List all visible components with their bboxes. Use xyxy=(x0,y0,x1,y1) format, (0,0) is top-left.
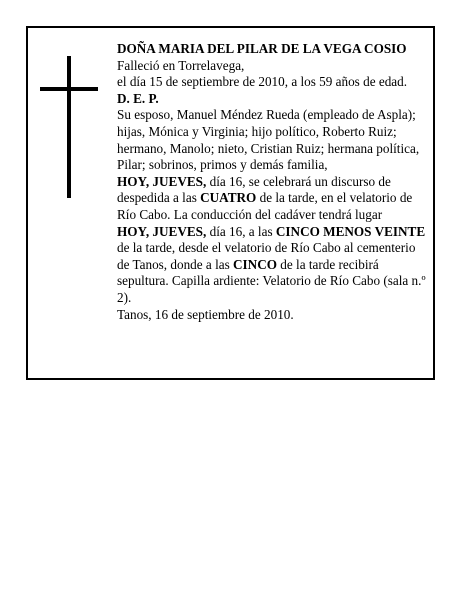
ceremony-text: día 16, se celebrará un discurso de despedida a las xyxy=(117,173,391,206)
burial-rest: de la tarde recibirá sepultura. Capilla ardiente: Velatorio de Río Cabo (sala n.º 2). xyxy=(117,256,426,305)
deceased-name: DOÑA MARIA DEL PILAR DE LA VEGA COSIO xyxy=(117,41,407,56)
ceremony-day: HOY, JUEVES, xyxy=(117,173,207,189)
burial-time: CINCO MENOS VEINTE xyxy=(275,223,426,239)
burial-route: de la tarde, desde el velatorio de Río Cabo al cementerio de Tanos, donde a las xyxy=(117,240,416,272)
burial-day: HOY, JUEVES, xyxy=(117,223,207,239)
death-date-age: el día 15 de septiembre de 2010, a los 59 años de edad. xyxy=(117,74,408,90)
burial-paragraph xyxy=(117,224,429,307)
cross-horizontal-bar xyxy=(40,87,98,91)
family-list: Su esposo, Manuel Méndez Rueda (empleado de Aspla); hijas, Mónica y Virginia; hijo político, Roberto Ruiz; hermano, Manolo; nieto, Cristian Ruiz; hermana política, Pilar; sobrinos, primos y demás familia, xyxy=(117,107,420,173)
burial-time-2: CINCO xyxy=(233,256,277,272)
obituary-notice xyxy=(26,26,435,380)
cross-vertical-bar xyxy=(67,56,71,198)
burial-text: día 16, a las xyxy=(206,223,276,239)
closing-line: Tanos, 16 de septiembre de 2010. xyxy=(117,306,294,322)
cross-icon xyxy=(40,56,98,198)
ceremony-time: CUATRO xyxy=(200,190,257,206)
death-place: Falleció en Torrelavega, xyxy=(117,57,245,73)
notice-text xyxy=(117,41,429,323)
ceremony-place: de la tarde, en el velatorio de Río Cabo. La conducción del cadáver tendrá lugar xyxy=(117,190,413,222)
rip-label: D. E. P. xyxy=(117,90,159,106)
ceremony-paragraph xyxy=(117,174,429,224)
